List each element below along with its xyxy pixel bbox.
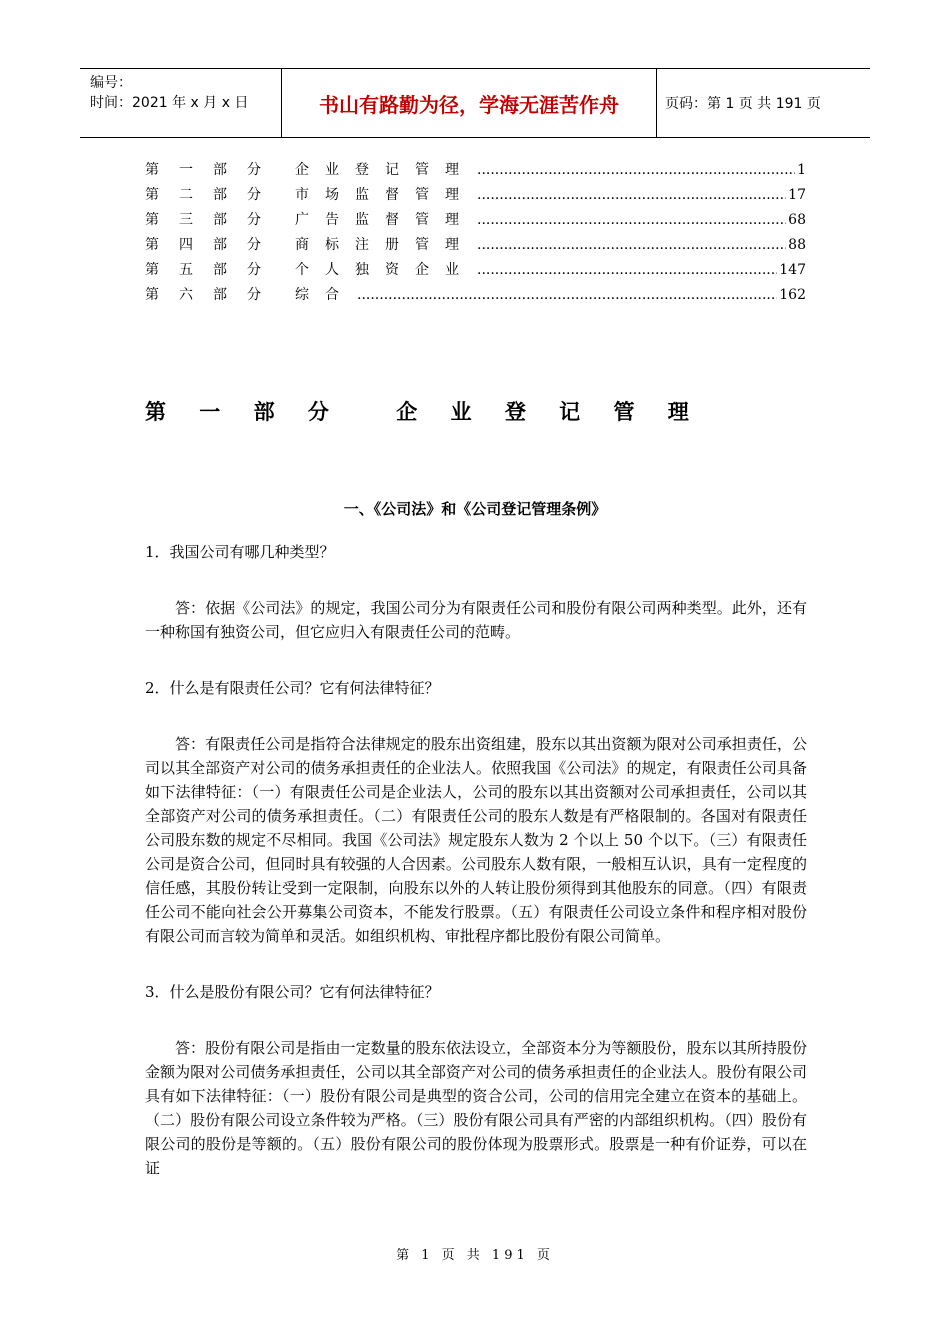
header-page-info: 页码：第 1 页 共 191 页 (665, 96, 821, 112)
toc-page: 88 (788, 237, 806, 253)
toc-part: 第二部分 (145, 187, 281, 203)
toc-row[interactable] (145, 183, 806, 208)
toc-row[interactable] (145, 233, 806, 258)
toc-row[interactable] (145, 258, 806, 283)
toc-leader-dots (477, 183, 786, 208)
qa-content (145, 540, 807, 1212)
toc-part: 第四部分 (145, 237, 281, 253)
answer: 答：股份有限公司是指由一定数量的股东依法设立，全部资本分为等额股份，股东以其所持股份金额为限对公司债务承担责任，公司以其全部资产对公司的债务承担责任的企业法人。股份有限公司具有如下法律特征：（一）股份有限公司是典型的资合公司，公司的信用完全建立在资本的基础上。（二）股份有限公司设立条件较为严格。（三）股份有限公司具有严密的内部组织机构。（四）股份有限公司的股份是等额的。（五）股份有限公司的股份体现为股票形式。股票是一种有价证券，可以在证 (145, 1039, 807, 1177)
toc-title: 企业登记管理 (295, 162, 475, 178)
toc-title: 广告监督管理 (295, 212, 475, 228)
toc-page: 17 (788, 187, 806, 203)
toc-part: 第五部分 (145, 262, 281, 278)
toc-title: 商标注册管理 (295, 237, 475, 253)
toc-title: 个人独资企业 (295, 262, 475, 278)
toc-row[interactable] (145, 283, 806, 308)
toc-row[interactable] (145, 208, 806, 233)
toc-row[interactable] (145, 158, 806, 183)
part-heading: 第 一 部 分 企 业 登 记 管 理 (145, 400, 702, 424)
toc-part: 第三部分 (145, 212, 281, 228)
toc-title: 市场监督管理 (295, 187, 475, 203)
page-header (80, 68, 870, 138)
toc-page: 147 (779, 262, 806, 278)
toc-leader-dots (357, 283, 777, 308)
toc-page: 68 (788, 212, 806, 228)
toc-part: 第一部分 (145, 162, 281, 178)
answer: 答：依据《公司法》的规定，我国公司分为有限责任公司和股份有限公司两种类型。此外，还有一种称国有独资公司，但它应归入有限责任公司的范畴。 (145, 599, 807, 641)
toc-leader-dots (477, 158, 795, 183)
toc-title: 综合 (295, 287, 355, 303)
toc-page: 1 (797, 162, 806, 178)
table-of-contents (145, 158, 806, 308)
toc-leader-dots (477, 233, 786, 258)
section-heading: 一、《公司法》和《公司登记管理条例》 (343, 500, 607, 518)
toc-part: 第六部分 (145, 287, 281, 303)
header-number-label: 编号： (90, 75, 132, 91)
header-meta (80, 69, 282, 137)
toc-page: 162 (779, 287, 806, 303)
toc-leader-dots (477, 208, 786, 233)
question: 2．什么是有限责任公司？它有何法律特征？ (145, 679, 440, 697)
page-footer: 第 1 页 共 191 页 (396, 1248, 554, 1263)
header-motto: 书山有路勤为径，学海无涯苦作舟 (282, 69, 657, 137)
question: 1．我国公司有哪几种类型？ (145, 543, 335, 561)
answer: 答：有限责任公司是指符合法律规定的股东出资组建，股东以其出资额为限对公司承担责任，公司以其全部资产对公司的债务承担责任的企业法人。依照我国《公司法》的规定，有限责任公司具备如下法律特征：（一）有限责任公司是企业法人，公司的股东以其出资额对公司承担责任，公司以其全部资产对公司的债务承担责任。（二）有限责任公司的股东人数是有严格限制的。各国对有限责任公司股东数的规定不尽相同。我国《公司法》规定股东人数为 2 个以上 50 个以下。（三）有限责任公司是资合公司，但同时具有较强的人合因素。公司股东人数有限，一般相互认识，具有一定程度的信任感，其股份转让受到一定限制，向股东以外的人转让股份须得到其他股东的同意。（四）有限责任公司不能向社会公开募集公司资本，不能发行股票。（五）有限责任公司设立条件和程序相对股份有限公司而言较为简单和灵活。如组织机构、审批程序都比股份有限公司简单。 (145, 735, 807, 945)
question: 3．什么是股份有限公司？它有何法律特征？ (145, 983, 440, 1001)
toc-leader-dots (477, 258, 777, 283)
header-date-label: 时间：2021 年 x 月 x 日 (90, 95, 249, 111)
